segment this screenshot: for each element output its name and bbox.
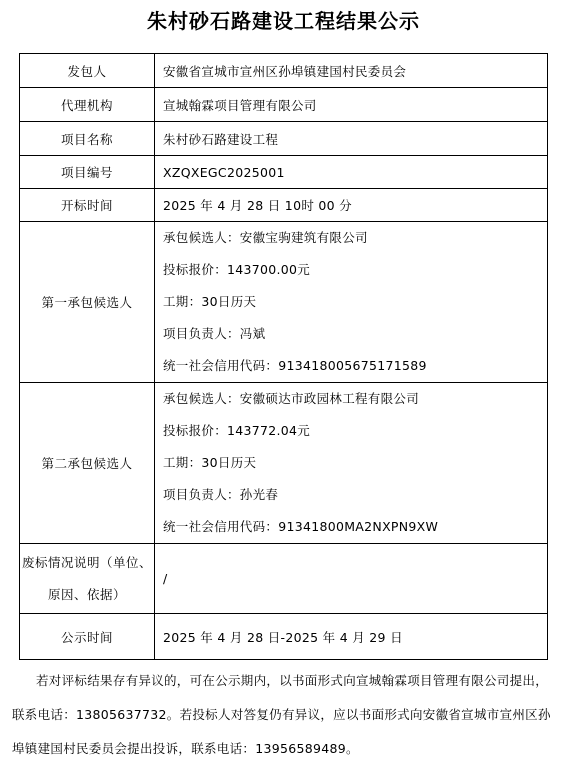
disqualified-value: / [155,544,548,614]
table-row-employer [20,54,548,88]
agency-value: 宣城翰霖项目管理有限公司 [155,88,548,122]
opening-time-value: 2025 年 4 月 28 日 10时 00 分 [155,189,548,222]
table-row-opening-time [20,189,548,222]
table-row-first-candidate [20,222,548,383]
project-name-value: 朱村砂石路建设工程 [155,122,548,156]
second-candidate-credit-code: 统一社会信用代码：91341800MA2NXPN9XW [163,519,439,534]
project-code-value: XZQXEGC2025001 [155,156,548,189]
second-candidate-label: 第二承包候选人 [20,383,155,544]
opening-time-label: 开标时间 [20,189,155,222]
objection-notice [12,664,558,766]
page-title: 朱村砂石路建设工程结果公示 [147,9,420,33]
second-candidate-name: 承包候选人：安徽硕达市政园林工程有限公司 [163,391,420,406]
first-candidate-duration: 工期：30日历天 [163,294,257,309]
first-candidate-price: 投标报价：143700.00元 [163,262,311,277]
second-candidate-price: 投标报价：143772.04元 [163,423,311,438]
disqualified-label-line2: 原因、依据） [47,586,126,602]
table-row-publicity-time [20,614,548,660]
disqualified-label-line1: 废标情况说明（单位、 [21,554,152,570]
publicity-time-label: 公示时间 [20,614,155,660]
employer-value: 安徽省宣城市宣州区孙埠镇建国村民委员会 [155,54,548,88]
project-name-label: 项目名称 [20,122,155,156]
second-candidate-duration: 工期：30日历天 [163,455,257,470]
disqualified-label [20,544,155,614]
first-candidate-details [155,222,548,383]
publicity-time-value: 2025 年 4 月 28 日-2025 年 4 月 29 日 [155,614,548,660]
table-row-second-candidate [20,383,548,544]
employer-label: 发包人 [20,54,155,88]
first-candidate-label: 第一承包候选人 [20,222,155,383]
result-table [19,53,548,660]
first-candidate-name: 承包候选人：安徽宝驹建筑有限公司 [163,230,368,245]
project-code-label: 项目编号 [20,156,155,189]
table-row-project-code [20,156,548,189]
agency-label: 代理机构 [20,88,155,122]
table-row-disqualified [20,544,548,614]
first-candidate-manager: 项目负责人：冯斌 [163,326,266,341]
table-row-agency [20,88,548,122]
first-candidate-credit-code: 统一社会信用代码：913418005675171589 [163,358,427,373]
table-row-project-name [20,122,548,156]
second-candidate-details [155,383,548,544]
second-candidate-manager: 项目负责人：孙光春 [163,487,279,502]
objection-notice-text: 若对评标结果存有异议的，可在公示期内，以书面形式向宣城翰霖项目管理有限公司提出，联系电话：13805637732。若投标人对答复仍有异议，应以书面形式向安徽省宣城市宣州区孙埠镇建国村民委员会提出投诉，联系电话：13956589489。 [12,673,551,756]
